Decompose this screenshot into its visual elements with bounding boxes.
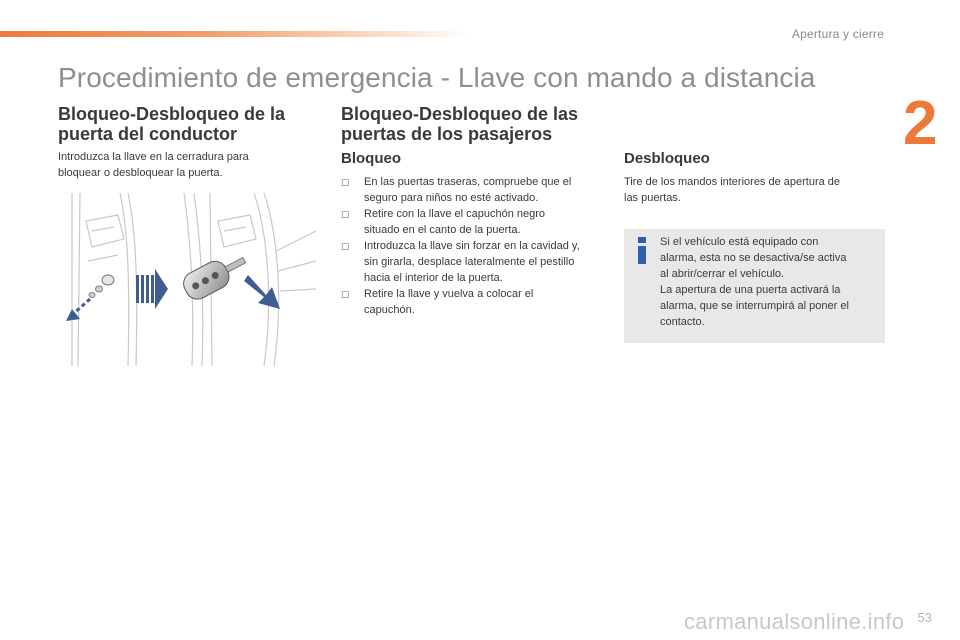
lock-step-1-line1: En las puertas traseras, compruebe que el [364, 176, 572, 188]
unlock-text-line2: las puertas. [624, 192, 681, 204]
driver-door-heading-line1: Bloqueo-Desbloqueo de la [58, 104, 286, 124]
unlock-text [624, 174, 884, 206]
lock-step-3-line1: Introduzca la llave sin forzar en la cavidad y, [364, 240, 580, 252]
lock-steps-list [341, 174, 606, 318]
passenger-doors-heading-line2: puertas de los pasajeros [341, 124, 553, 144]
info-line-3: al abrir/cerrar el vehículo. [660, 268, 785, 280]
info-line-2: alarma, esta no se desactiva/se activa [660, 252, 847, 264]
lock-step-2-line1: Retire con la llave el capuchón negro [364, 208, 546, 220]
driver-door-text [58, 149, 318, 181]
info-icon [636, 237, 648, 265]
header-accent-bar [0, 31, 470, 37]
driver-door-text-line2: bloquear o desbloquear la puerta. [58, 167, 223, 179]
info-box [624, 229, 885, 343]
driver-door-text-line1: Introduzca la llave en la cerradura para [58, 151, 249, 163]
chapter-number: 2 [903, 89, 938, 158]
door-lock-key-illustration [58, 191, 320, 368]
info-line-1: Si el vehículo está equipado con [660, 236, 819, 248]
lock-step-3-line2: sin girarla, desplace lateralmente el pestillo [364, 256, 575, 268]
checkbox-arrow-icon: ☐ [341, 290, 350, 300]
info-text [660, 234, 878, 330]
unlock-text-line1: Tire de los mandos interiores de apertura de [624, 176, 841, 188]
checkbox-arrow-icon: ☐ [341, 178, 350, 188]
info-line-6: contacto. [660, 316, 705, 328]
page-number: 53 [917, 610, 932, 625]
lock-step-4-line1: Retire la llave y vuelva a colocar el [364, 288, 534, 300]
lock-step-3-line3: hacia el interior de la puerta. [364, 272, 503, 284]
list-item [341, 206, 606, 238]
unlock-heading: Desbloqueo [624, 150, 710, 167]
checkbox-arrow-icon: ☐ [341, 210, 350, 220]
lock-step-2-line2: situado en el canto de la puerta. [364, 224, 521, 236]
passenger-doors-heading [341, 104, 621, 144]
lock-heading: Bloqueo [341, 150, 401, 167]
page-title: Procedimiento de emergencia - Llave con mando a distancia [58, 62, 816, 93]
list-item [341, 286, 606, 318]
passenger-doors-heading-line1: Bloqueo-Desbloqueo de las [341, 104, 579, 124]
section-label: Apertura y cierre [791, 27, 884, 41]
lock-step-1-line2: seguro para niños no esté activado. [364, 192, 539, 204]
watermark: carmanualsonline.info [684, 609, 905, 634]
lock-step-4-line2: capuchón. [364, 304, 415, 316]
list-item [341, 174, 606, 206]
info-line-5: alarma, que se interrumpirá al poner el [660, 300, 849, 312]
info-line-4: La apertura de una puerta activará la [660, 284, 841, 296]
driver-door-heading [58, 104, 328, 144]
list-item [341, 238, 606, 286]
checkbox-arrow-icon: ☐ [341, 242, 350, 252]
driver-door-heading-line2: puerta del conductor [58, 124, 238, 144]
